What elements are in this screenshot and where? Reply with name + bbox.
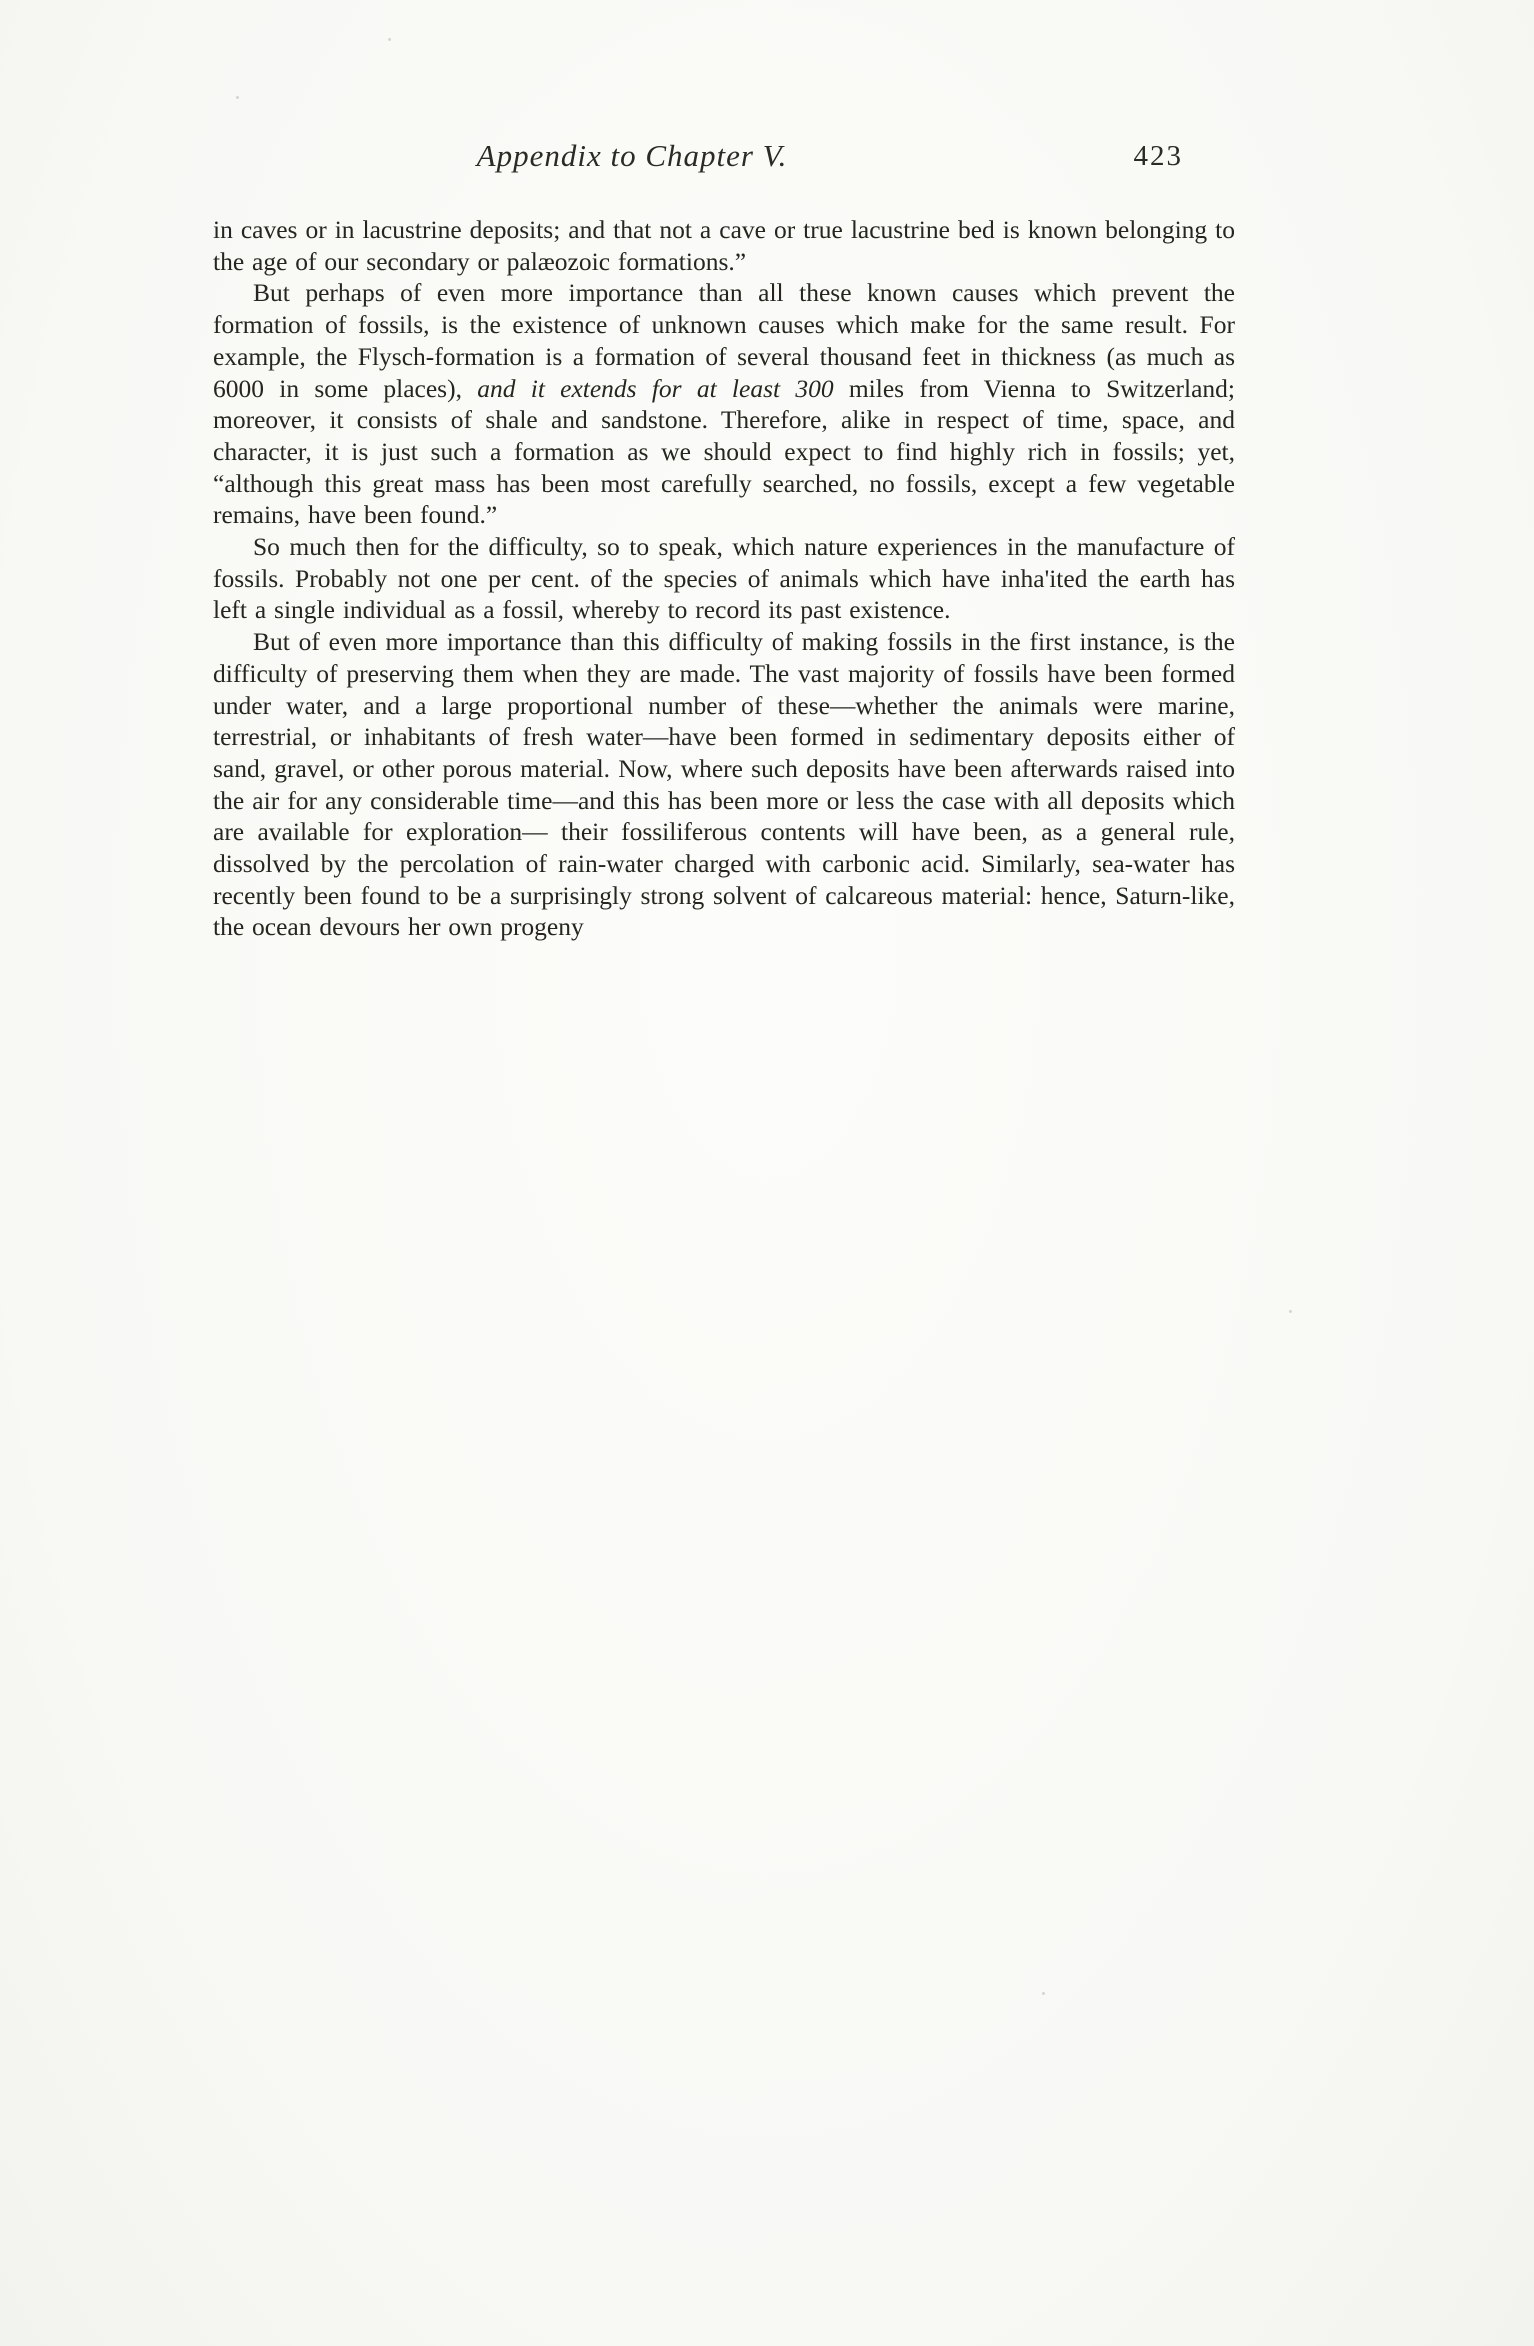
- body-text: So much then for the difficulty, so to speak, which nature experiences in the manufacture of fossils. Probably not one per cent. of the species of animals which have inha'ited the earth has left a single individual as a fossil, whereby to record its past existence.: [213, 532, 1235, 625]
- scan-speck: [1289, 1310, 1292, 1313]
- scan-speck: [236, 96, 239, 99]
- page-text: [213, 214, 1235, 943]
- scan-speck: [1042, 1992, 1045, 1995]
- paragraph: [213, 277, 1235, 531]
- body-text: in caves or in lacustrine deposits; and that not a cave or true lacustrine bed is known belonging to the age of our secondary or palæozoic formations.”: [213, 215, 1235, 276]
- chapter-title: Appendix to Chapter V.: [476, 138, 788, 173]
- page-number: 423: [1133, 140, 1183, 172]
- italic-text: and it extends for at least 300: [477, 373, 834, 403]
- body-text: But of even more importance than this difficulty of making fossils in the first instance, is the difficulty of preserving them when they are made. The vast majority of fossils have been formed under water, and a large proportional number of these—whether the animals were marine, terrestrial, or inhabitants of fresh water—have been formed in sedimentary deposits either of sand, gravel, or other porous material. Now, where such deposits have been afterwards raised into the air for any considerable time—and this has been more or less the case with all deposits which are available for exploration— their fossiliferous contents will have been, as a general rule, dissolved by the percolation of rain-water charged with carbonic acid. Similarly, sea-water has recently been found to be a surprisingly strong solvent of calcareous material: hence, Saturn-like, the ocean devours her own progeny: [213, 627, 1235, 942]
- scan-speck: [388, 38, 391, 41]
- body-text: miles from Vienna to Switzerland; moreover, it consists of shale and sandstone. Therefore, alike in respect of time, space, and character, it is just such a formation as we should expect to find highly rich in fossils; yet, “although this great mass has been most carefully searched, no fossils, except a few vegetable remains, have been found.”: [213, 373, 1235, 530]
- paragraph: [213, 626, 1235, 943]
- body-text: But perhaps of even more importance than all these known causes which prevent the formation of fossils, is the existence of unknown causes which make for the same result. For example, the Flysch-formation is a formation of several thousand feet in thickness (as much as 6000 in some places),: [213, 278, 1235, 403]
- page-header: [213, 138, 1235, 184]
- paragraph: [213, 531, 1235, 626]
- paragraph: [213, 214, 1235, 277]
